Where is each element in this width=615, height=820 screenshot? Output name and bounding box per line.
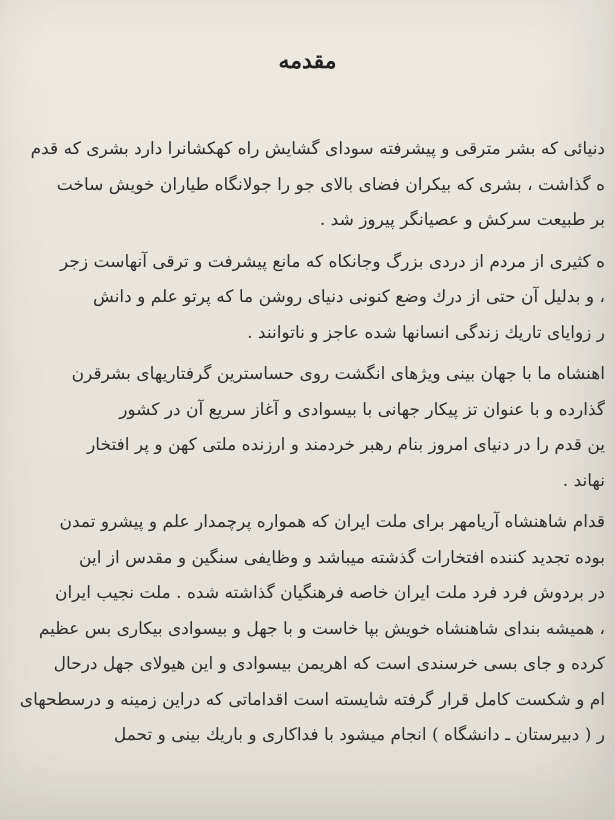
- text-line: ر ( دبیرستان ـ دانشگاه ) انجام میشود با فداکاری و باریك بینی و تحمل: [113, 725, 605, 745]
- body-text: [5, 132, 615, 760]
- text-line: نهاند .: [562, 470, 605, 491]
- text-line: کرده و جای بسی خرسندی است که اهریمن بیسوادی و این هیولای جهل درحال: [53, 654, 605, 674]
- text-line: گذارده و با عنوان تز پیکار جهانی با بیسوادی و آغاز سریع آن در کشور: [119, 399, 605, 420]
- text-line: ، همیشه بندای شاهنشاه خویش بپا خاست و با جهل و بیسوادی بیکاری بس عظیم: [38, 618, 605, 639]
- paragraph-3: [5, 357, 615, 499]
- paragraph-1: [5, 132, 615, 239]
- text-line: ه کثیری از مردم از دردی بزرگ وجانکاه که مانع پیشرفت و ترقی آنهاست زجر: [60, 251, 605, 272]
- text-line: ین قدم را در دنیای امروز بنام رهبر خردمند و ارزنده ملتی کهن و پر افتخار: [87, 435, 605, 455]
- text-line: بوده تجدید کننده افتخارات گذشته میباشد و وظایفی سنگین و مقدس از این: [79, 547, 605, 568]
- text-line: در بردوش فرد فرد ملت ایران خاصه فرهنگیان گذاشته شده . ملت نجیب ایران: [54, 583, 605, 603]
- text-line: دنیائی که بشر مترقی و پیشرفته سودای گشایش راه کهکشانرا دارد بشری که قدم: [30, 139, 605, 159]
- text-line: بر طبیعت سرکش و عصیانگر پیروز شد .: [319, 210, 605, 230]
- text-line: قدام شاهنشاه آریامهر برای ملت ایران که همواره پرچمدار علم و پیشرو تمدن: [59, 512, 605, 532]
- text-line: اهنشاه ما با جهان بینی ویژهای انگشت روی حساسترین گرفتاریهای بشرقرن: [71, 364, 605, 384]
- page-title: مقدمه: [278, 48, 337, 74]
- paragraph-2: [5, 245, 615, 352]
- text-line: ه گذاشت ، بشری که بیکران فضای بالای جو را جولانگاه طیاران خویش ساخت: [56, 174, 605, 195]
- text-line: ر زوایای تاریك زندگی انسانها شده عاجز و ناتوانند .: [247, 322, 605, 343]
- text-line: ام و شکست کامل قرار گرفته شایسته است اقداماتی که دراین زمینه و درسطحهای: [19, 689, 605, 710]
- text-line: ، و بدلیل آن حتی از درك وضع کنونی دنیای روشن ما که پرتو علم و دانش: [93, 287, 605, 307]
- paragraph-4: [5, 505, 615, 754]
